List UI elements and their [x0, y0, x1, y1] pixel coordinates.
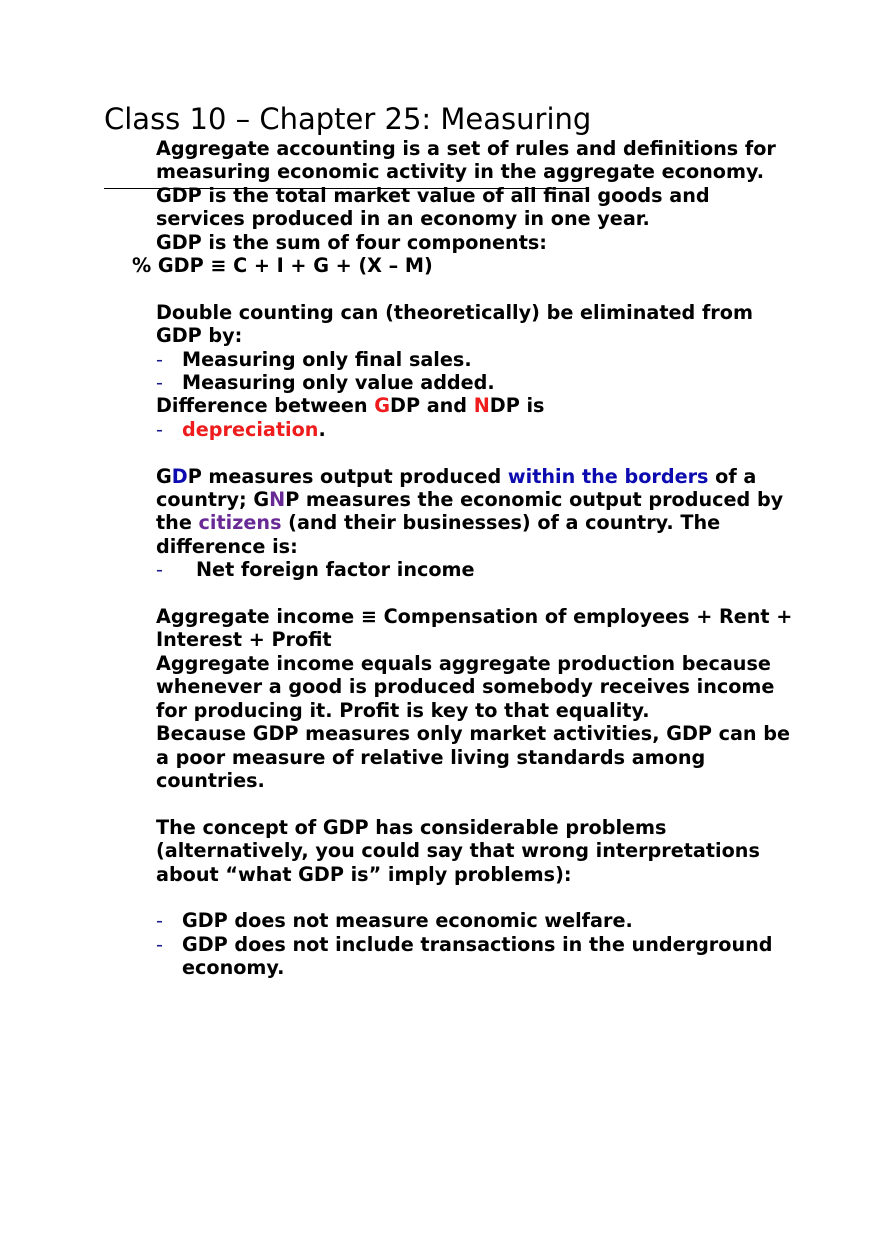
formula-text: GDP ≡ C + I + G + (X – M)	[157, 254, 433, 278]
aggregate-accounting-paragraph: Aggregate accounting is a set of rules and definitions for measuring economic activity in the aggregate economy.	[156, 137, 776, 184]
text-run: G	[156, 464, 172, 488]
text-run: P measures the economic output produced by the	[156, 488, 784, 535]
text-run: G	[253, 488, 270, 512]
market-activities-paragraph: Because GDP measures only market activities, GDP can be a poor measure of relative living standards among countries.	[156, 722, 791, 792]
dash-bullet: -	[156, 909, 163, 933]
list-item	[156, 418, 796, 441]
list-item	[156, 933, 796, 980]
gdp-components-intro: GDP is the sum of four components:	[156, 230, 547, 254]
text-run: DP and	[390, 394, 474, 418]
text-run: of a country;	[156, 464, 757, 512]
dash-bullet: -	[156, 417, 163, 441]
gdp-formula	[132, 254, 796, 277]
highlight-letter: G	[374, 394, 391, 418]
highlight-letter: D	[171, 464, 188, 488]
dash-bullet: -	[156, 558, 163, 582]
list-item	[156, 558, 796, 581]
aggregate-income-equality: Aggregate income equals aggregate production because whenever a good is produced somebody receives income for producing it. Profit is key to that equality.	[156, 651, 775, 722]
highlight-phrase: within the borders	[507, 464, 709, 488]
list-item	[156, 348, 796, 371]
dash-bullet: -	[156, 347, 163, 371]
notes-body	[132, 137, 796, 980]
spacer	[156, 441, 796, 464]
text-run: (and their businesses) of a country. The difference is:	[156, 511, 721, 558]
double-counting-intro: Double counting can (theoretically) be eliminated from GDP by:	[156, 300, 753, 348]
dash-bullet: -	[156, 932, 163, 956]
list-item-text: Net foreign factor income	[196, 558, 475, 582]
list-item-text: GDP does not measure economic welfare.	[182, 909, 633, 933]
concept-problems-paragraph: The concept of GDP has considerable problems (alternatively, you could say that wrong interpretations about “what GDP is” imply problems):	[156, 815, 760, 886]
aggregate-income-definition: Aggregate income ≡ Compensation of employees + Rent + Interest + Profit	[156, 605, 793, 652]
list-item	[156, 909, 796, 932]
depreciation-answer: depreciation	[182, 417, 319, 441]
spacer	[156, 277, 796, 300]
spacer	[156, 792, 796, 815]
formula-bullet: %	[132, 254, 152, 278]
page-title: Class 10 – Chapter 25: Measuring	[104, 102, 592, 136]
text-run: DP is	[489, 394, 545, 418]
dash-bullet: -	[156, 371, 163, 395]
gdp-definition-paragraph: GDP is the total market value of all final goods and services produced in an economy in one year.	[156, 183, 710, 231]
spacer	[156, 582, 796, 605]
spacer	[156, 886, 796, 909]
highlight-letter: N	[473, 394, 490, 418]
highlight-letter: N	[269, 488, 286, 512]
text-run: Difference between	[156, 394, 375, 418]
list-item	[156, 371, 796, 394]
text-run: .	[318, 417, 326, 441]
highlight-phrase: citizens	[198, 511, 282, 535]
gdp-ndp-difference	[156, 394, 796, 417]
list-item-text: Measuring only final sales.	[182, 347, 472, 371]
list-item-text: Measuring only value added.	[182, 371, 495, 395]
gdp-gnp-paragraph	[156, 465, 796, 559]
text-run: P measures output produced	[187, 464, 508, 488]
list-item-text: GDP does not include transactions in the underground economy.	[182, 932, 773, 980]
